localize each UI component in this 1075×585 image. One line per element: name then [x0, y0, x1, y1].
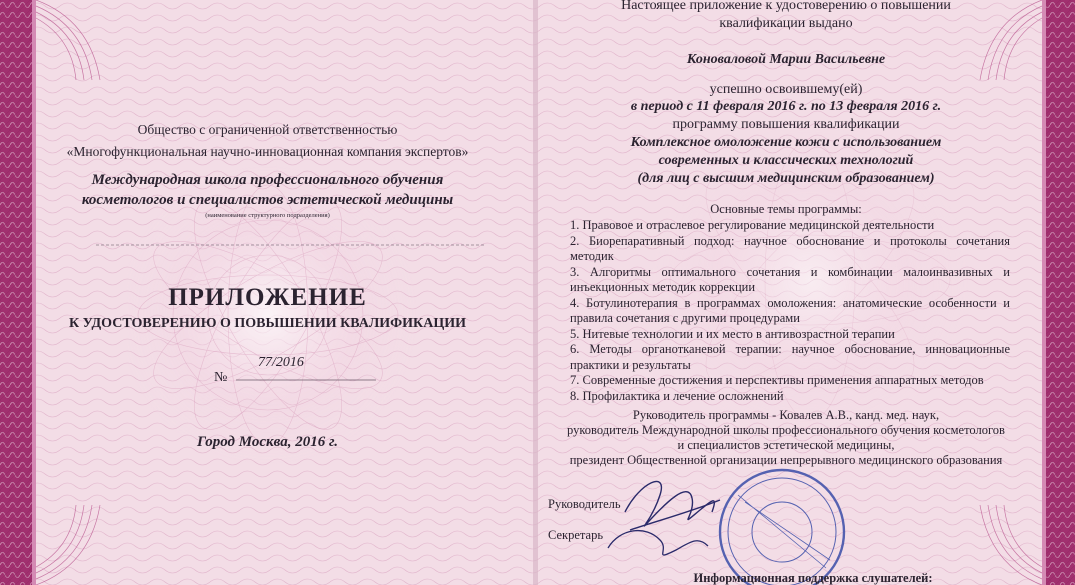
secretary-signature-label: Секретарь [548, 528, 604, 542]
org-line-1: Общество с ограниченной ответственностью [137, 122, 398, 137]
topic-item: 7. Современные достижения и перспективы применения аппаратных методов [570, 373, 984, 387]
recipient-name: Коноваловой Марии Васильевне [686, 52, 886, 67]
head-signature-label: Руководитель [548, 497, 621, 511]
school-line-1: Международная школа профессионального обучения [91, 172, 444, 188]
director-line-2: руководитель Международной школы профессионального обучения косметологов [567, 423, 1005, 437]
topic-item: 1. Правовое и отраслевое регулирование медицинской деятельности [570, 218, 935, 232]
left-page [0, 0, 535, 585]
completed-text: успешно освоившему(ей) [709, 82, 863, 97]
director-line-3: и специалистов эстетической медицины, [677, 438, 895, 452]
study-period: в период с 11 февраля 2016 г. по 13 февраля 2016 г. [630, 99, 942, 114]
topic-item: 3. Алгоритмы оптимального сочетания и комбинации малоинвазивных и инъекционных методик коррекции [570, 264, 1010, 294]
support-footer: Информационная поддержка слушателей: [693, 571, 933, 585]
program-label: программу повышения квалификации [672, 117, 900, 132]
topic-item: 8. Профилактика и лечение осложнений [570, 388, 784, 403]
program-title-line-3: (для лиц с высшим медицинским образованием) [637, 171, 935, 186]
topics-list [570, 218, 1010, 404]
director-line-1: Руководитель программы - Ковалев А.В., канд. мед. наук, [632, 408, 940, 422]
director-line-4: президент Общественной организации непрерывного медицинского образования [569, 453, 1003, 467]
program-title-line-2: современных и классических технологий [658, 153, 914, 168]
program-title-line-1: Комплексное омоложение кожи с использованием [630, 135, 942, 150]
topics-heading: Основные темы программы: [710, 202, 862, 216]
subdivision-caption: (наименование структурного подразделения) [205, 212, 330, 219]
right-page [538, 0, 1075, 585]
topic-item: 2. Биорепаративный подход: научное обоснование и протоколы сочетания методик [570, 233, 1010, 263]
topic-item: 6. Методы органотканевой терапии: научное обоснование, инновационные практики и результаты [570, 342, 1010, 372]
org-line-2: «Многофункциональная научно-инновационная компания экспертов» [66, 144, 469, 159]
topic-item: 5. Нитевые технологии и их место в антивозрастной терапии [570, 326, 895, 341]
number-label: № [214, 370, 228, 385]
topic-item: 4. Ботулинотерапия в программах омоложения: анатомические особенности и правила сочетания с другими процедурами [570, 295, 1010, 325]
appendix-title: ПРИЛОЖЕНИЕ [168, 284, 367, 311]
school-line-2: косметологов и специалистов эстетической медицины [81, 192, 454, 208]
appendix-subtitle: К УДОСТОВЕРЕНИЮ О ПОВЫШЕНИИ КВАЛИФИКАЦИИ [69, 316, 466, 331]
city-year: Город Москва, 2016 г. [196, 434, 339, 450]
certificate-number: 77/2016 [258, 355, 304, 370]
header-line-2: квалификации выдано [719, 16, 853, 31]
header-line-1: Настоящее приложение к удостоверению о повышении [621, 0, 951, 13]
